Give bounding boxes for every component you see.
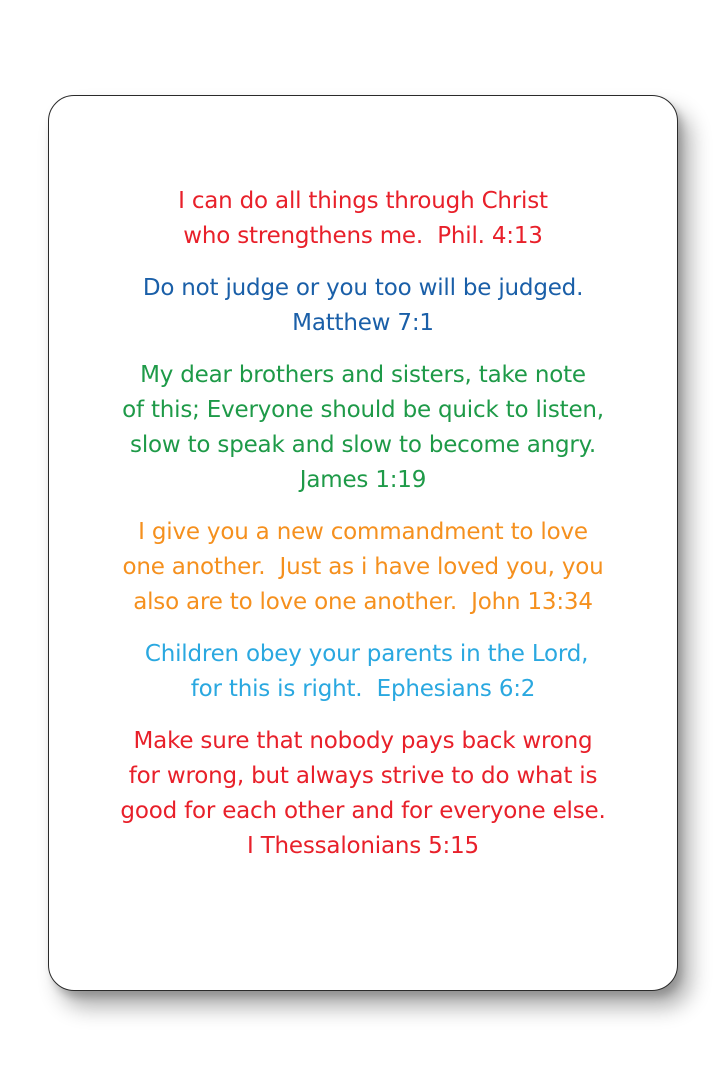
verse-line: Make sure that nobody pays back wrong <box>133 728 593 754</box>
verse-line: James 1:19 <box>299 467 427 493</box>
verse-list <box>49 184 677 881</box>
verse-line: Do not judge or you too will be judged. <box>142 275 584 301</box>
verse-line: one another. Just as i have loved you, you <box>122 554 604 580</box>
verse-line: good for each other and for everyone else. <box>120 798 606 824</box>
verse-line: I give you a new commandment to love <box>138 519 588 545</box>
verse-line: slow to speak and slow to become angry. <box>130 432 596 458</box>
verse-ephesians-6-2 <box>49 637 677 707</box>
verse-line: My dear brothers and sisters, take note <box>140 362 586 388</box>
verse-line: I can do all things through Christ <box>178 188 548 214</box>
verse-matthew-7-1 <box>49 271 677 341</box>
verse-line: Matthew 7:1 <box>292 310 434 336</box>
verse-phil-4-13 <box>49 184 677 254</box>
verse-line: I Thessalonians 5:15 <box>247 833 479 859</box>
verse-line: who strengthens me. Phil. 4:13 <box>183 223 543 249</box>
verse-line: also are to love one another. John 13:34 <box>133 589 593 615</box>
verse-line: for wrong, but always strive to do what is <box>128 763 598 789</box>
verse-line: for this is right. Ephesians 6:2 <box>190 676 536 702</box>
verse-card <box>48 95 678 991</box>
verse-john-13-34 <box>49 515 677 620</box>
verse-line: of this; Everyone should be quick to listen, <box>122 397 604 423</box>
verse-james-1-19 <box>49 358 677 498</box>
verse-line: Children obey your parents in the Lord, <box>137 641 589 667</box>
verse-1-thessalonians-5-15 <box>49 724 677 864</box>
